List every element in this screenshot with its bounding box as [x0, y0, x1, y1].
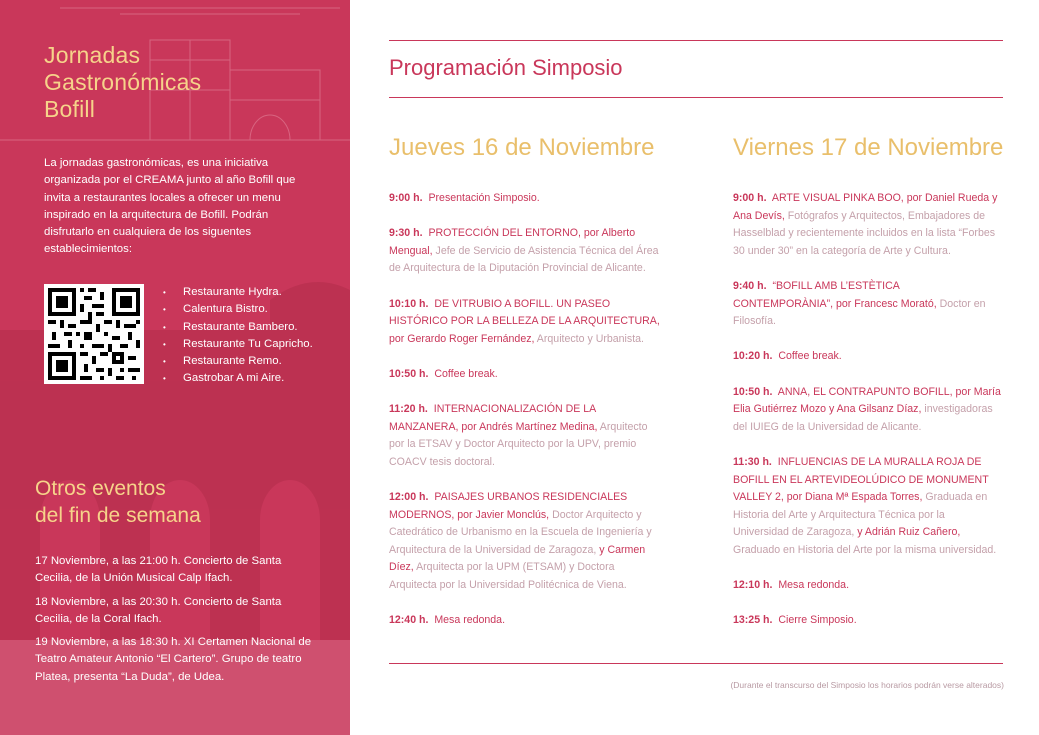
other-events-list — [35, 553, 320, 692]
restaurant-list — [163, 284, 313, 388]
entry-description: Graduado en Historia del Arte por la misma universidad. — [733, 543, 997, 556]
entry-description: Doctor en Filosofía. — [733, 297, 986, 328]
schedule-entry — [733, 612, 1001, 630]
event-item: 17 Noviembre, a las 21:00 h. Concierto de Santa Cecilia, de la Unión Musical Calp Ifach. — [35, 555, 282, 585]
entry-highlight: PROTECCIÓN DEL ENTORNO, por Alberto Mengual, — [389, 227, 636, 257]
schedule-entry — [389, 366, 664, 384]
entry-highlight: Presentación Simposio. — [428, 192, 540, 204]
entry-description: Arquitecto por la ETSAV y Doctor Arquitecto por la UPV, premio COACV tesis doctoral. — [389, 420, 648, 468]
schedule-entry — [733, 384, 1001, 437]
schedule-entry — [389, 612, 664, 630]
entry-highlight: DE VITRUBIO A BOFILL. UN PASEO HISTÓRICO POR LA BELLEZA DE LA ARQUITECTURA, por Gerardo Roger Fernández, — [389, 297, 660, 345]
entry-highlight: PAISAJES URBANOS RESIDENCIALES MODERNOS, por Javier Monclús, — [389, 491, 628, 521]
entry-highlight: “BOFILL AMB L’ESTÈTICA CONTEMPORÀNIA”, por Francesc Morató, — [733, 279, 937, 310]
title-line: Gastronómicas — [44, 69, 202, 95]
schedule-entry — [733, 190, 1001, 260]
schedule-friday — [733, 190, 1001, 647]
schedule-entry — [733, 577, 1001, 595]
entry-time: 9:40 h. — [733, 279, 767, 292]
schedule-entry — [733, 348, 1001, 366]
entry-highlight: Mesa redonda. — [778, 579, 850, 592]
schedule-entry — [733, 454, 1001, 560]
schedule-footnote: (Durante el transcurso del Simposio los horarios podrán verse alterados) — [730, 680, 1004, 690]
entry-highlight: ARTE VISUAL PINKA BOO, por Daniel Rueda y Ana Devís, — [733, 192, 998, 222]
schedule-entry — [389, 296, 664, 349]
event-item: 18 Noviembre, a las 20:30 h. Concierto de Santa Cecilia, de la Coral Ifach. — [35, 595, 282, 625]
day-title-friday: Viernes 17 de Noviembre — [733, 134, 1004, 161]
title-line: del fin de semana — [35, 504, 201, 527]
entry-time: 13:25 h. — [733, 614, 773, 627]
entry-highlight: INFLUENCIAS DE LA MURALLA ROJA DE BOFILL EN EL ARTEVIDEOLÚDICO DE MONUMENT VALLEY 2, por Diana Mª Espada Torres, — [733, 455, 989, 504]
schedule-thursday — [389, 190, 664, 647]
restaurant-item: • Gastrobar A mi Aire. — [163, 370, 313, 387]
entry-description: Arquitecto y Urbanista. — [534, 332, 644, 345]
restaurant-item: • Restaurante Bambero. — [163, 319, 313, 336]
entry-time: 12:40 h. — [389, 614, 429, 627]
schedule-entry — [389, 190, 664, 208]
entry-highlight: Coffee break. — [434, 367, 498, 380]
entry-time: 11:30 h. — [733, 455, 772, 468]
entry-highlight: Mesa redonda. — [434, 614, 506, 627]
entry-description: Fotógrafos y Arquitectos, Embajadores de Hasselblad y recientemente incluidos en la lista “Forbes 30 under 30” en la categoría de Arte y Cultura. — [733, 209, 996, 257]
entry-highlight: y Carmen Díez, — [389, 543, 646, 574]
bottom-divider — [389, 663, 1003, 664]
entry-highlight: ANNA, EL CONTRAPUNTO BOFILL, por María Elia Gutiérrez Mozo y Ana Gilsanz Díaz, — [733, 385, 1001, 416]
other-events-title — [35, 475, 295, 529]
title-line: Bofill — [44, 96, 96, 122]
entry-time: 9:00 h. — [389, 192, 423, 204]
entry-time: 12:00 h. — [389, 491, 429, 504]
schedule-entry — [733, 278, 1001, 331]
qr-code[interactable] — [44, 284, 144, 384]
title-line: Otros eventos — [35, 477, 166, 500]
gastronomic-days-title — [44, 42, 264, 123]
sidebar-panel — [0, 0, 350, 735]
title-divider — [389, 97, 1003, 98]
entry-description: Jefe de Servicio de Asistencia Técnica del Área de Arquitectura de la Diputación Provincial de Alicante. — [389, 244, 659, 275]
restaurant-item: • Restaurante Tu Capricho. — [163, 336, 313, 353]
entry-time: 9:30 h. — [389, 227, 423, 240]
entry-time: 10:50 h. — [389, 367, 429, 380]
entry-highlight: INTERNACIONALIZACIÓN DE LA MANZANERA, por Andrés Martínez Medina, — [389, 403, 598, 433]
event-item: 19 Noviembre, a las 18:30 h. XI Certamen Nacional de Teatro Amateur Antonio “El Cartero”. Grupo de teatro Platea, presenta “La Duda”, de Udea. — [35, 636, 312, 683]
entry-time: 10:50 h. — [733, 385, 773, 398]
entry-time: 11:20 h. — [389, 403, 428, 416]
restaurant-item: • Restaurante Hydra. — [163, 284, 313, 301]
page-title: Programación Simposio — [389, 55, 623, 80]
schedule-entry — [389, 489, 664, 595]
entry-description: Arquitecta por la UPM (ETSAM) y Doctora Arquitecta por la Universidad Politécnica de Viena. — [389, 561, 627, 592]
entry-description: investigadoras del IUIEG de la Universidad de Alicante. — [733, 403, 993, 433]
day-title-thursday: Jueves 16 de Noviembre — [389, 134, 655, 161]
title-line: Jornadas — [44, 42, 141, 68]
entry-highlight: Cierre Simposio. — [778, 614, 857, 627]
entry-highlight: Coffee break. — [778, 350, 842, 363]
schedule-entry — [389, 401, 664, 471]
schedule-entry — [389, 225, 664, 278]
restaurant-item: • Calentura Bistro. — [163, 301, 313, 318]
entry-description: Doctor Arquitecto y Catedrático de Urbanismo en la Escuela de Ingeniería y Arquitectura de la Universidad de Zaragoza, — [389, 508, 652, 556]
gastronomic-days-intro: La jornadas gastronómicas, es una iniciativa organizada por el CREAMA junto al año Bofill que invita a restaurantes locales a ofrecer un menu inspirado en la arquitectura de Bofill. Podrán disfrutarlo en cualquiera de los siguentes establecimientos: — [44, 157, 296, 256]
entry-time: 12:10 h. — [733, 579, 773, 592]
entry-time: 10:20 h. — [733, 350, 773, 363]
entry-time: 9:00 h. — [733, 192, 767, 204]
entry-highlight: y Adrián Ruiz Cañero, — [854, 526, 961, 539]
restaurant-item: • Restaurante Remo. — [163, 353, 313, 370]
entry-description: Graduada en Historia del Arte y Arquitectura Técnica por la Universidad de Zaragoza, — [733, 491, 988, 539]
entry-time: 10:10 h. — [389, 297, 429, 310]
top-divider — [389, 40, 1003, 41]
